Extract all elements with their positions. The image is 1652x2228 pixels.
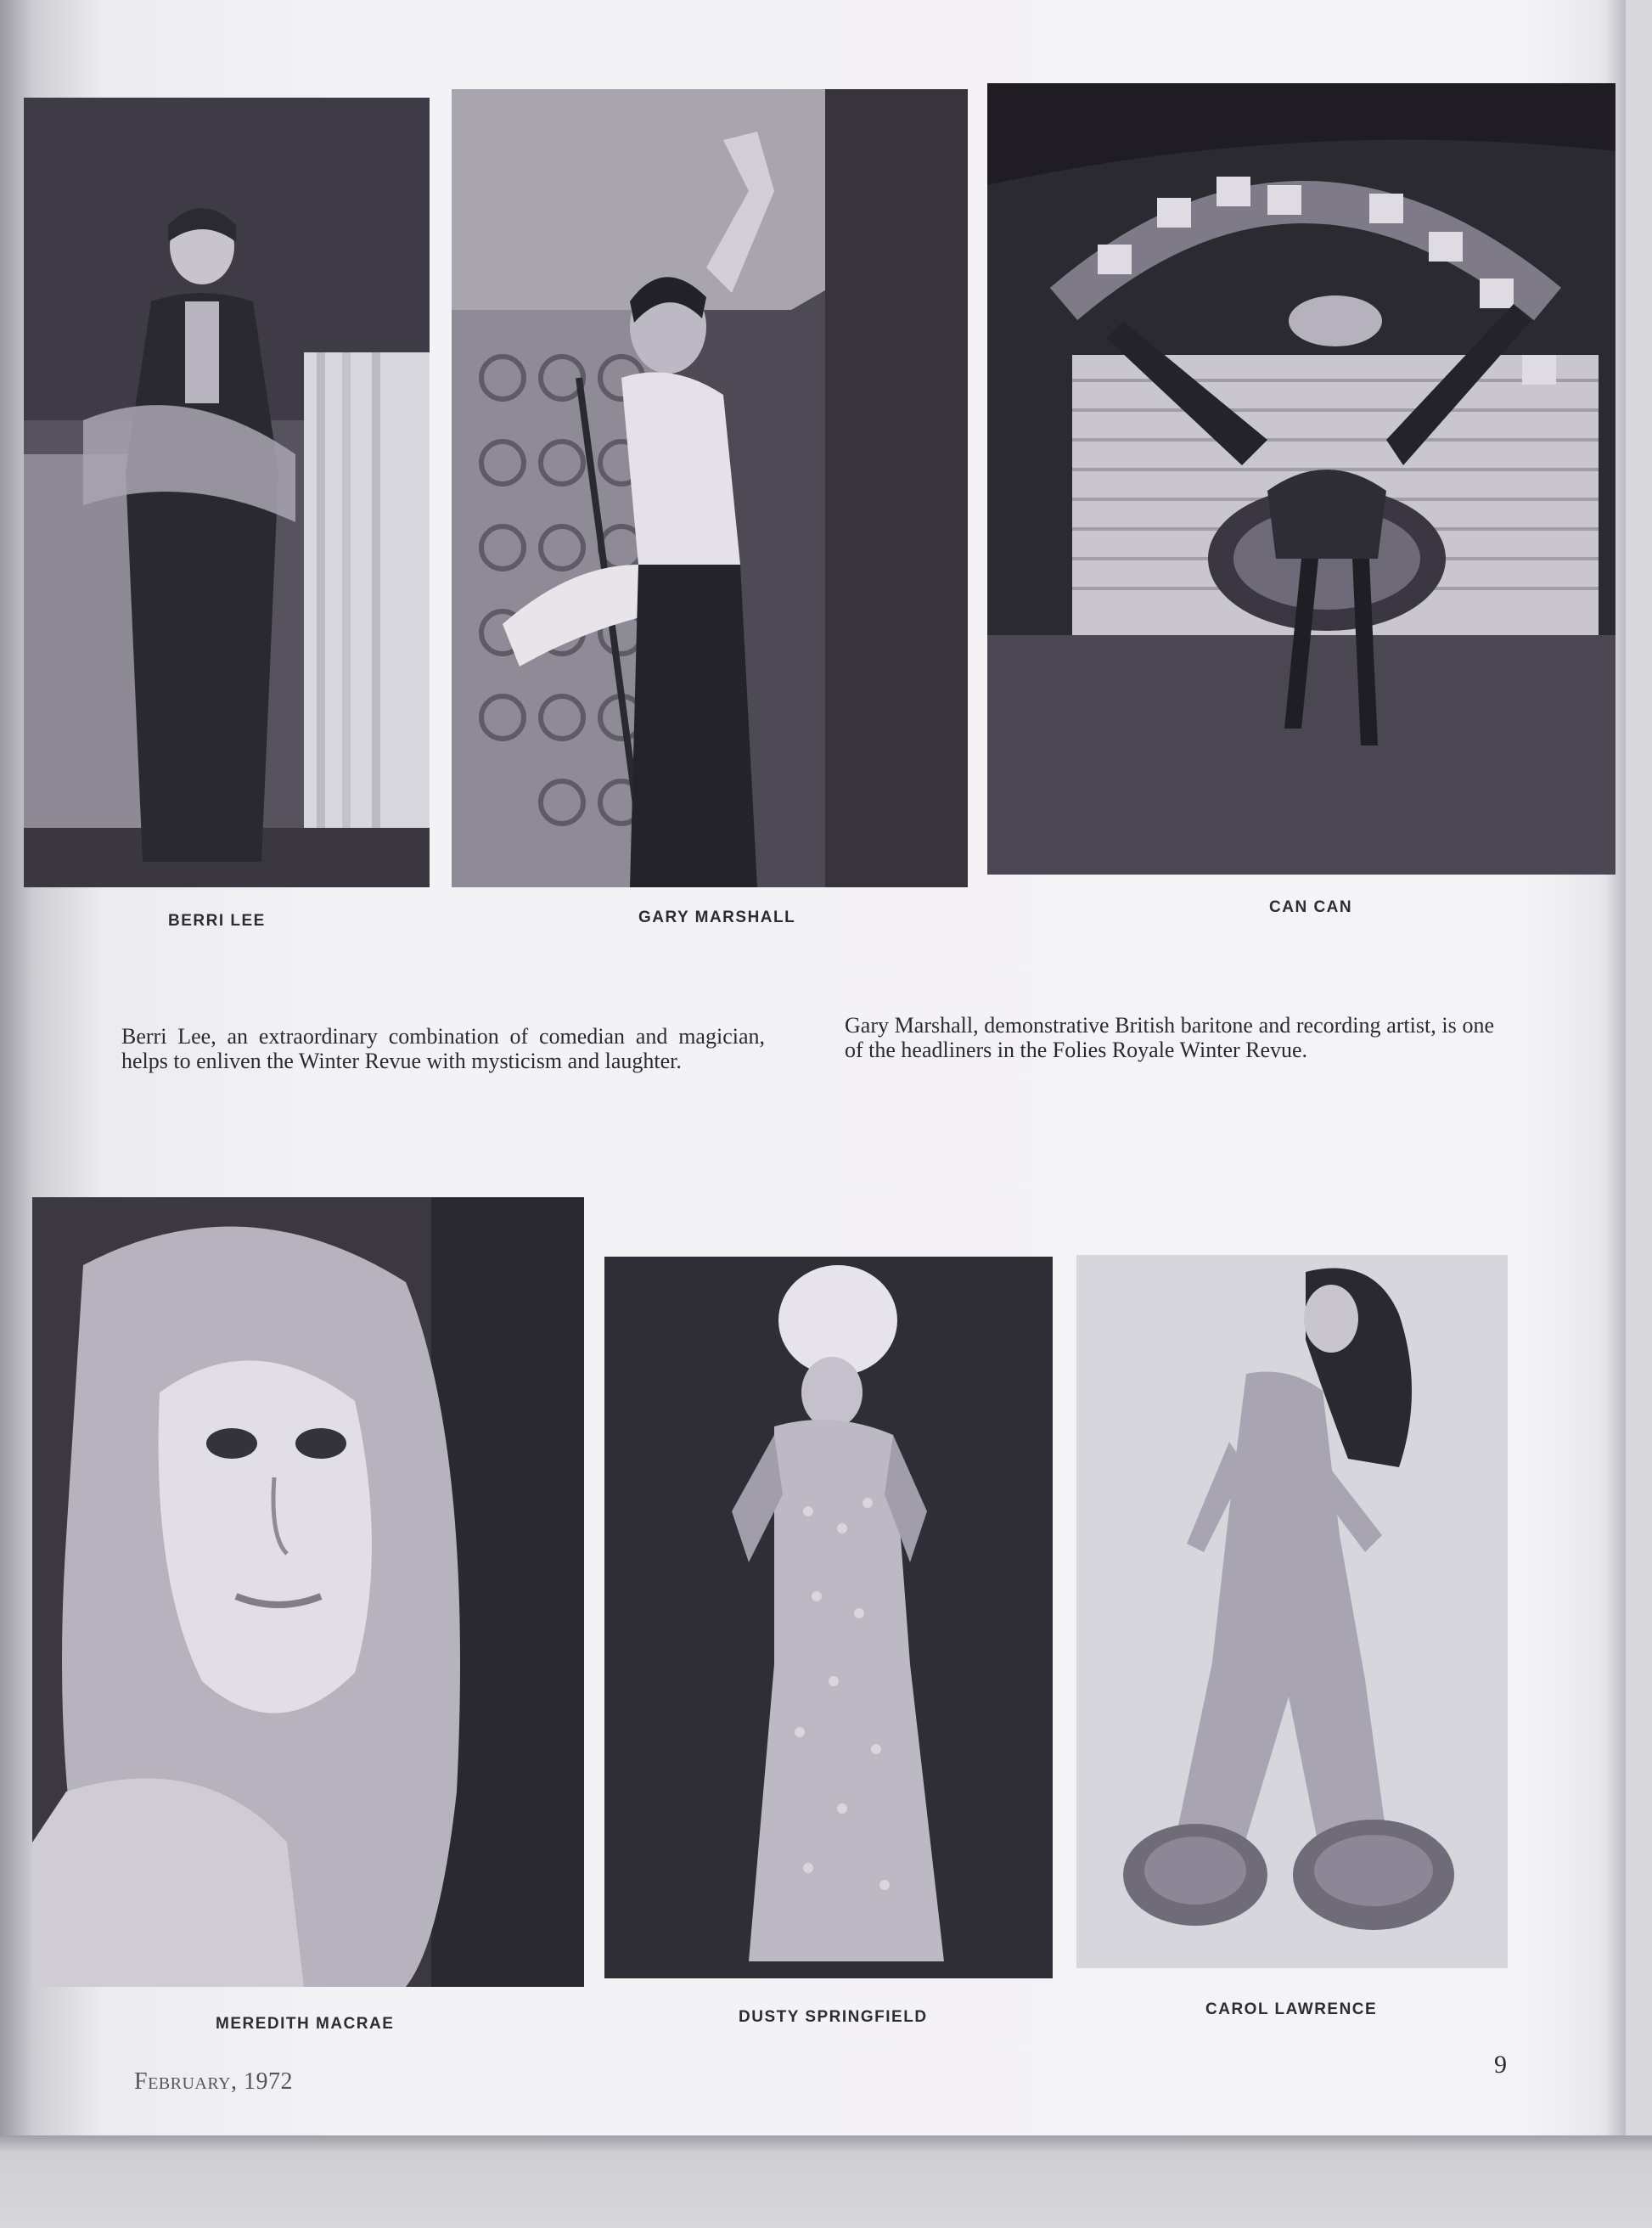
caption-dusty-springfield: DUSTY SPRINGFIELD [739,2008,928,2026]
photo-dusty-springfield [604,1257,1053,1978]
caption-can-can: CAN CAN [1269,898,1353,916]
article-gary-marshall: Gary Marshall, demonstrative British baritone and recording artist, is one of the headliners in the Folies Royale Winter Revue. [845,1013,1494,1062]
photo-berri-lee [24,98,430,887]
issue-date: February, 1972 [134,2068,294,2095]
caption-meredith-macrae: MEREDITH MACRAE [216,2015,395,2033]
photo-gary-marshall [452,89,968,887]
photo-can-can [987,83,1615,875]
caption-carol-lawrence: CAROL LAWRENCE [1205,2000,1378,2018]
page-number: 9 [1494,2051,1507,2079]
caption-gary-marshall: GARY MARSHALL [638,909,796,926]
photo-carol-lawrence [1076,1255,1508,1968]
article-berri-lee: Berri Lee, an extraordinary combination of comedian and magician, helps to enliven the Winter Revue with mysticism and laughter. [121,1024,765,1073]
caption-berri-lee: BERRI LEE [168,912,266,930]
photo-meredith-macrae [32,1197,584,1987]
scan-background [0,2135,1652,2228]
